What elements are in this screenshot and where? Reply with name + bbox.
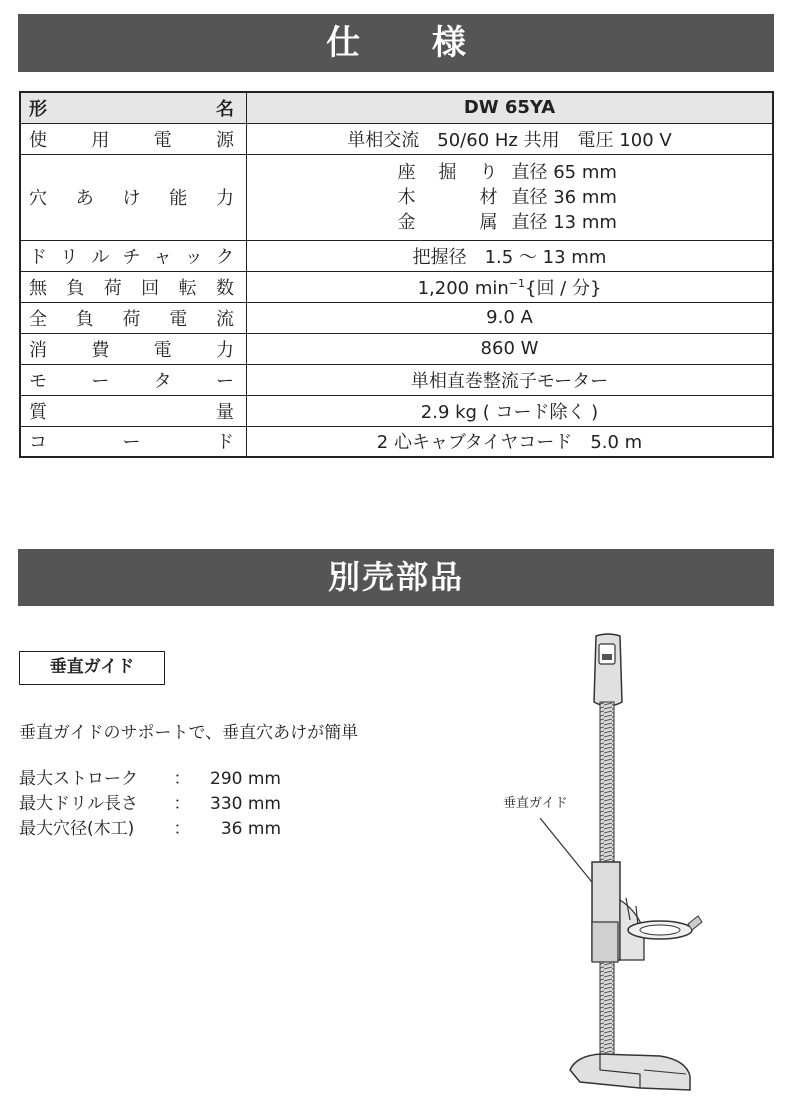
- table-row: [20, 271, 773, 302]
- spec-label: 形 名: [20, 92, 247, 123]
- accessory-name: 垂直ガイド: [19, 651, 165, 685]
- spec-label: 使 用 電 源: [20, 123, 247, 154]
- table-row: [20, 154, 773, 240]
- spec-value: 2 心キャブタイヤコード 5.0 m: [247, 426, 774, 457]
- spec-label: 質 量: [20, 395, 247, 426]
- spec-value: 9.0 A: [247, 302, 774, 333]
- accessory-description: 垂直ガイドのサポートで、垂直穴あけが簡単: [19, 723, 359, 743]
- table-row: [20, 302, 773, 333]
- spec-value: [247, 154, 774, 240]
- guide-callout-label: 垂直ガイド: [503, 796, 568, 811]
- capacity-line: 木 材 直径 36 mm: [397, 186, 617, 208]
- table-row: [20, 123, 773, 154]
- spec-label: 穴 あ け 能 力: [20, 154, 247, 240]
- capacity-line: 金 属 直径 13 mm: [397, 211, 617, 233]
- spec-label: ド リ ル チ ャ ッ ク: [20, 240, 247, 271]
- list-item: 最大ドリル長さ ： 330 mm: [19, 794, 281, 814]
- capacity-line: 座 掘 り 直径 65 mm: [397, 161, 617, 183]
- spec-value: 把握径 1.5 〜 13 mm: [247, 240, 774, 271]
- spec-value: 単相交流 50/60 Hz 共用 電圧 100 V: [247, 123, 774, 154]
- table-row: [20, 426, 773, 457]
- table-row: [20, 333, 773, 364]
- spec-value: 単相直巻整流子モーター: [247, 364, 774, 395]
- spec-label: 全 負 荷 電 流: [20, 302, 247, 333]
- accessory-specs: [19, 767, 281, 842]
- accessory-banner: 別売部品: [18, 549, 774, 606]
- spec-value: 860 W: [247, 333, 774, 364]
- spec-label: 無 負 荷 回 転 数: [20, 271, 247, 302]
- table-row: [20, 92, 773, 123]
- spec-value: 1,200 $\min^{-1}${回 / 分}: [247, 271, 774, 302]
- vertical-guide-illustration: [540, 630, 720, 1110]
- spec-label: 消 費 電 力: [20, 333, 247, 364]
- spec-value: 2.9 kg ( コード除く ): [247, 395, 774, 426]
- spec-table: [19, 91, 774, 458]
- table-row: [20, 364, 773, 395]
- table-row: [20, 240, 773, 271]
- list-item: 最大ストローク ： 290 mm: [19, 769, 281, 789]
- spec-value: DW 65YA: [247, 92, 774, 123]
- spec-banner: 仕 様: [18, 14, 774, 72]
- table-row: [20, 395, 773, 426]
- spec-label: モ ー タ ー: [20, 364, 247, 395]
- list-item: 最大穴径(木工) ： 36 mm: [19, 819, 281, 839]
- spec-label: コ ー ド: [20, 426, 247, 457]
